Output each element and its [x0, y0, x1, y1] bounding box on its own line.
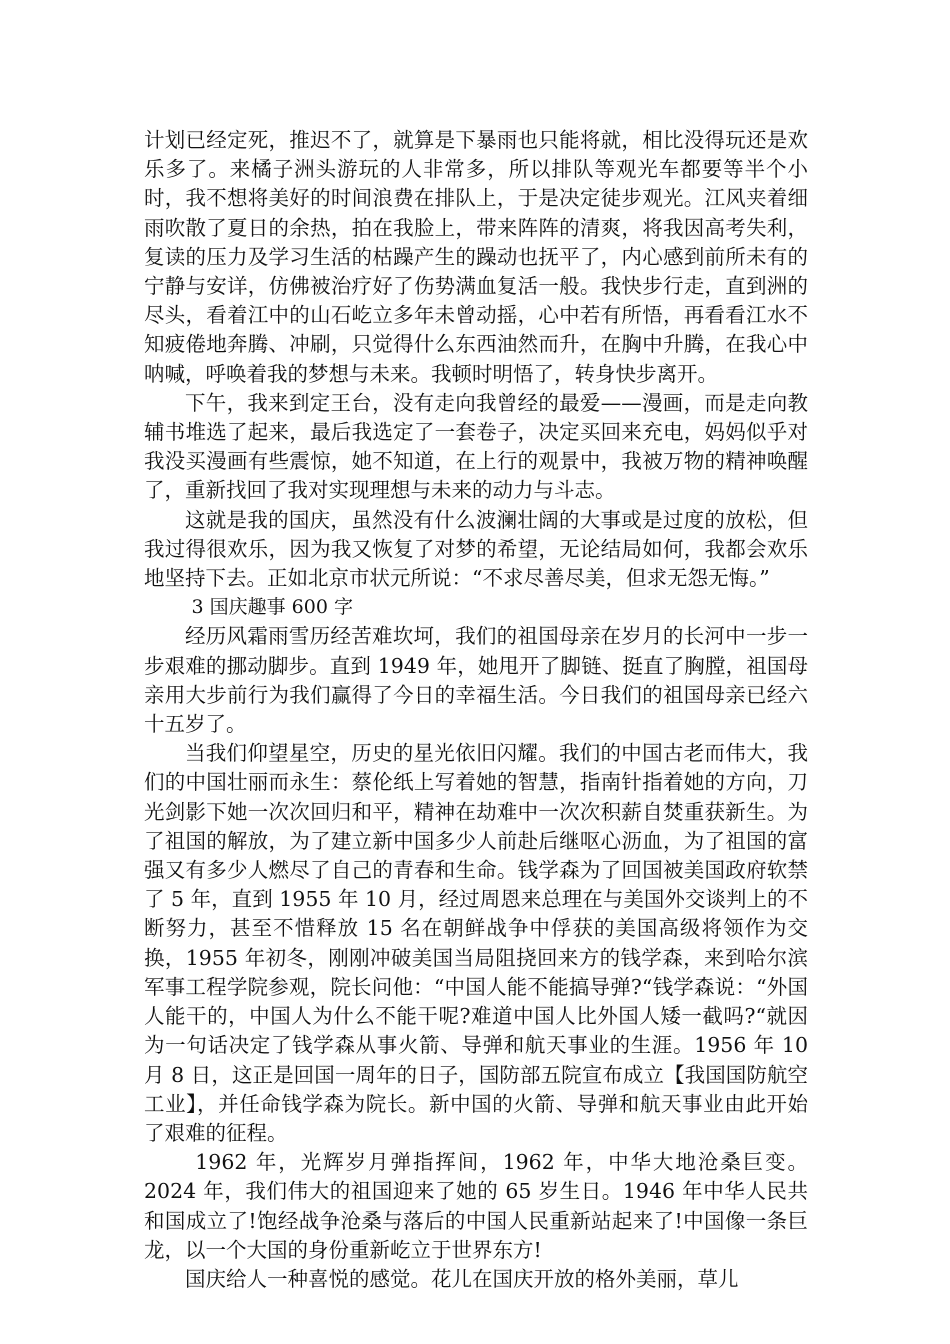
paragraph-5: 当我们仰望星空，历史的星光依旧闪耀。我们的中国古老而伟大，我们的中国壮丽而永生：蔡伦纸上写着她的智慧，指南针指着她的方向，刀光剑影下她一次次回归和平，精神在劫难中一次次积薪自焚重获新生。为了祖国的解放，为了建立新中国多少人前赴后继呕心沥血，为了祖国的富强又有多少人燃尽了自己的青春和生命。钱学森为了回国被美国政府软禁了 5 年，直到 1955 年 10 月，经过周恩来总理在与美国外交谈判上的不断努力，甚至不惜释放 15 名在朝鲜战争中俘获的美国高级将领作为交换，1955 年初冬，刚刚冲破美国当局阻挠回来方的钱学森，来到哈尔滨军事工程学院参观，院长问他：“中国人能不能搞导弹?“钱学森说：“外国人能干的，中国人为什么不能干呢?难道中国人比外国人矮一截吗?“就因为一句话决定了钱学森从事火箭、导弹和航天事业的生涯。1956 年 10 月 8 日，这正是回国一周年的日子，国防部五院宣布成立【我国国防航空工业】，并任命钱学森为院长。新中国的火箭、导弹和航天事业由此开始了艰难的征程。 [144, 741, 808, 1145]
paragraph-6: 1962 年，光辉岁月弹指挥间，1962 年，中华大地沧桑巨变。2024 年，我们伟大的祖国迎来了她的 65 岁生日。1946 年中华人民共和国成立了!饱经战争沧桑与落后的中国人民重新站起来了!中国像一条巨龙，以一个大国的身份重新屹立于世界东方! [144, 1150, 808, 1262]
paragraph-2: 下午，我来到定王台，没有走向我曾经的最爱——漫画，而是走向教辅书堆选了起来，最后我选定了一套卷子，决定买回来充电，妈妈似乎对我没买漫画有些震惊，她不知道，在上行的观景中，我被万物的精神唤醒了，重新找回了我对实现理想与未来的动力与斗志。 [144, 390, 808, 503]
paragraph-7: 国庆给人一种喜悦的感觉。花儿在国庆开放的格外美丽，草儿 [185, 1266, 739, 1291]
section-heading: 3 国庆趣事 600 字 [191, 596, 353, 619]
paragraph-1: 计划已经定死，推迟不了，就算是下暴雨也只能将就，相比没得玩还是欢乐多了。来橘子洲头游玩的人非常多，所以排队等观光车都要等半个小时，我不想将美好的时间浪费在排队上，于是决定徒步观光。江风夹着细雨吹散了夏日的余热，拍在我脸上，带来阵阵的清爽，将我因高考失利，复读的压力及学习生活的枯躁产生的躁动也抚平了，内心感到前所未有的宁静与安详，仿佛被治疗好了伤势满血复活一般。我快步行走，直到洲的尽头，看着江中的山石屹立多年未曾动摇，心中若有所悟，再看看江水不知疲倦地奔腾、冲刷，只觉得什么东西油然而升，在胸中升腾，在我心中呐喊，呼唤着我的梦想与未来。我顿时明悟了，转身快步离开。 [144, 128, 808, 386]
paragraph-3: 这就是我的国庆，虽然没有什么波澜壮阔的大事或是过度的放松，但我过得很欢乐，因为我又恢复了对梦的希望，无论结局如何，我都会欢乐地坚持下去。正如北京市状元所说：“不求尽善尽美，但求无怨无悔。” [144, 507, 808, 591]
paragraph-4: 经历风霜雨雪历经苦难坎坷，我们的祖国母亲在岁月的长河中一步一步艰难的挪动脚步。直到 1949 年，她甩开了脚链、挺直了胸膛，祖国母亲用大步前行为我们赢得了今日的幸福生活。今日我们的祖国母亲已经六十五岁了。 [144, 624, 808, 737]
document-body [144, 126, 808, 1294]
